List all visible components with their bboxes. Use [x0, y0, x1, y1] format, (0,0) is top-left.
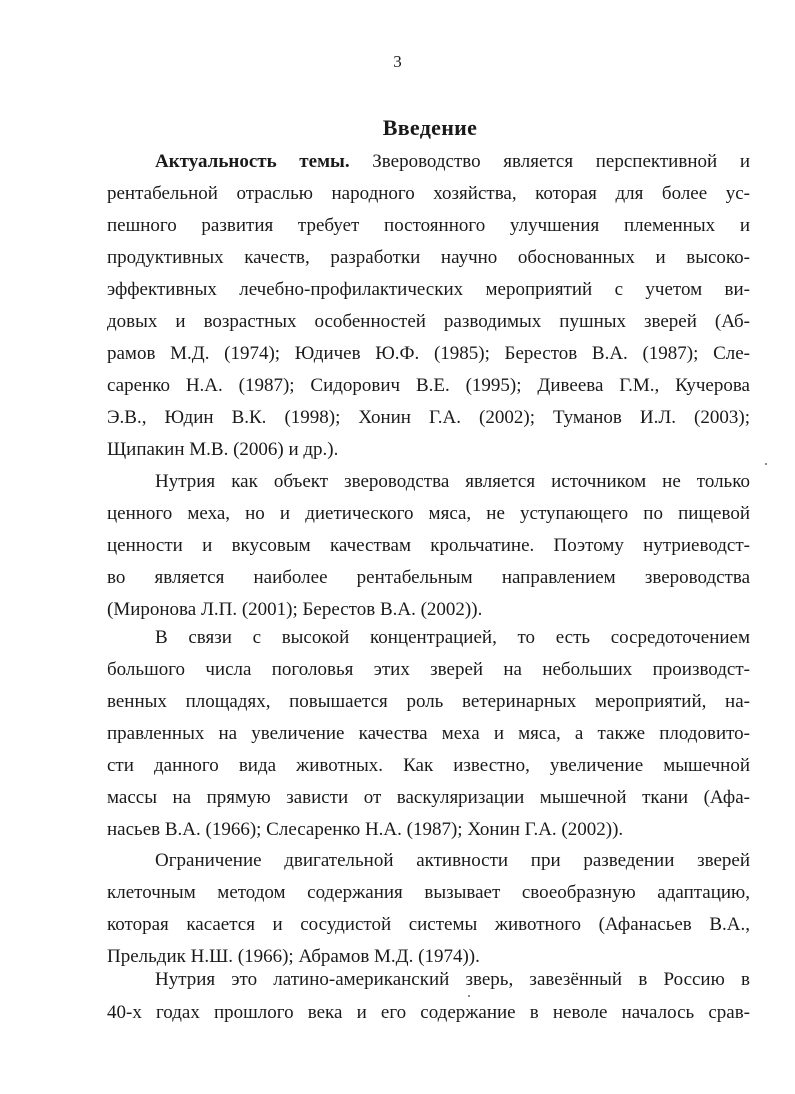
text-line: В связи с высокой концентрацией, то есть сосредоточением	[155, 627, 750, 648]
page-number: 3	[393, 52, 402, 71]
text-line: ценности и вкусовым качествам крольчатине. Поэтому нутриеводст-	[107, 535, 750, 556]
text-line: сти данного вида животных. Как известно, увеличение мышечной	[107, 755, 750, 776]
text-line: рентабельной отраслью народного хозяйства, которая для более ус-	[107, 183, 750, 204]
text-line: во является наиболее рентабельным направлением звероводства	[107, 567, 750, 588]
topic-lead: Актуальность темы.	[155, 151, 350, 172]
text-line: эффективных лечебно-профилактических мероприятий с учетом ви-	[107, 279, 750, 300]
text-line: венных площадях, повышается роль ветеринарных мероприятий, на-	[107, 691, 750, 712]
text-line: ценного меха, но и диетического мяса, не уступающего по пищевой	[107, 503, 750, 524]
scan-speck	[765, 463, 767, 465]
text-line: саренко Н.А. (1987); Сидорович В.Е. (1995); Дивеева Г.М., Кучерова	[107, 375, 750, 396]
text-line: правленных на увеличение качества меха и мяса, а также плодовито-	[107, 723, 750, 744]
text-line: большого числа поголовья этих зверей на небольших производст-	[107, 659, 750, 680]
text-line: рамов М.Д. (1974); Юдичев Ю.Ф. (1985); Берестов В.А. (1987); Сле-	[107, 343, 750, 364]
text-line: 40-х годах прошлого века и его содержание в неволе началось срав-	[107, 1002, 750, 1023]
text-line: Актуальность темы. Звероводство является перспективной и	[155, 151, 750, 172]
text-line: (Миронова Л.П. (2001); Берестов В.А. (2002)).	[107, 599, 483, 620]
page-title: Введение	[382, 115, 478, 140]
text-line: Э.В., Юдин В.К. (1998); Хонин Г.А. (2002); Туманов И.Л. (2003);	[107, 407, 750, 428]
text-line: насьев В.А. (1966); Слесаренко Н.А. (1987); Хонин Г.А. (2002)).	[107, 819, 624, 840]
text-line: довых и возрастных особенностей разводимых пушных зверей (Аб-	[107, 311, 750, 332]
text-line: клеточным методом содержания вызывает своеобразную адаптацию,	[107, 882, 750, 903]
text-line: Нутрия как объект звероводства является источником не только	[155, 471, 750, 492]
text-line: Нутрия это латино-американский зверь, завезённый в Россию в	[155, 969, 750, 990]
text-line: пешного развития требует постоянного улучшения племенных и	[107, 215, 750, 236]
scan-speck	[468, 995, 470, 997]
text-line: Ограничение двигательной активности при разведении зверей	[155, 850, 750, 871]
text-line: продуктивных качеств, разработки научно обоснованных и высоко-	[107, 247, 750, 268]
text-line: Щипакин М.В. (2006) и др.).	[107, 439, 339, 460]
text-line: Прельдик Н.Ш. (1966); Абрамов М.Д. (1974)).	[107, 946, 480, 967]
text-line: которая касается и сосудистой системы животного (Афанасьев В.А.,	[107, 914, 750, 935]
text-line: массы на прямую зависти от васкуляризации мышечной ткани (Афа-	[107, 787, 750, 808]
